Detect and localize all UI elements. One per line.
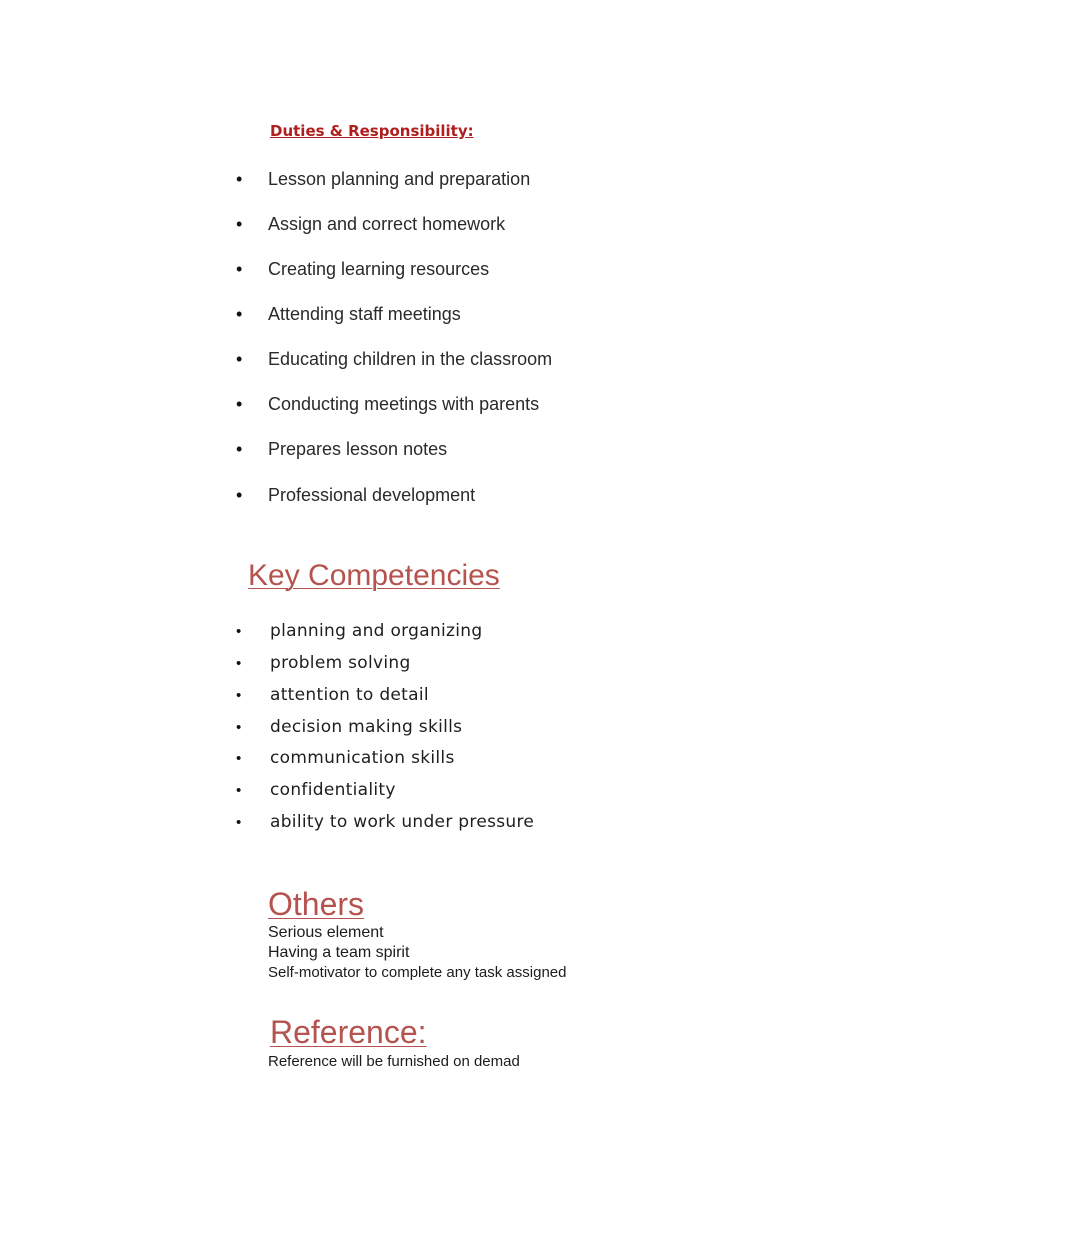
bullet-icon: • [236, 686, 242, 704]
reference-text: Reference will be furnished on demad [268, 1053, 520, 1070]
competency-item-text: communication skills [270, 748, 455, 768]
bullet-icon: • [236, 485, 243, 505]
duty-list-item [236, 482, 475, 508]
competency-item-text: ability to work under pressure [270, 812, 535, 832]
duty-item-text: Professional development [268, 484, 476, 505]
competency-item-text: planning and organizing [270, 621, 483, 641]
bullet-icon: • [236, 654, 242, 672]
duties-heading: Duties & Responsibility: [270, 122, 474, 140]
competency-list-item [236, 683, 429, 707]
duty-item-text: Educating children in the classroom [268, 348, 553, 369]
bullet-icon: • [236, 622, 242, 640]
others-heading: Others [268, 886, 365, 922]
duty-list-item [236, 256, 489, 282]
competency-item-text: problem solving [270, 653, 411, 673]
competency-item-text: confidentiality [270, 780, 396, 800]
duty-item-text: Assign and correct homework [268, 213, 506, 234]
others-line: Self-motivator to complete any task assigned [268, 964, 567, 981]
key-competencies-heading: Key Competencies [248, 559, 500, 592]
duty-item-text: Conducting meetings with parents [268, 393, 540, 414]
competency-list-item [236, 746, 455, 770]
duty-list-item [236, 166, 530, 192]
bullet-icon: • [236, 749, 242, 767]
reference-heading: Reference: [270, 1014, 427, 1050]
bullet-icon: • [236, 259, 243, 279]
duty-list-item [236, 391, 539, 417]
bullet-icon: • [236, 439, 243, 459]
bullet-icon: • [236, 394, 243, 414]
bullet-icon: • [236, 349, 243, 369]
duty-list-item [236, 436, 447, 462]
bullet-icon: • [236, 169, 243, 189]
others-line: Having a team spirit [268, 944, 410, 961]
duty-list-item [236, 346, 552, 372]
bullet-icon: • [236, 781, 242, 799]
duty-list-item [236, 301, 461, 327]
duty-list-item [236, 211, 505, 237]
duty-item-text: Prepares lesson notes [268, 438, 448, 459]
bullet-icon: • [236, 813, 242, 831]
others-line: Serious element [268, 924, 384, 941]
competency-list-item [236, 778, 396, 802]
duty-item-text: Lesson planning and preparation [268, 168, 531, 189]
competency-list-item [236, 715, 462, 739]
duty-item-text: Attending staff meetings [268, 303, 461, 324]
competency-item-text: attention to detail [270, 685, 429, 705]
competency-list-item [236, 810, 534, 834]
bullet-icon: • [236, 718, 242, 736]
bullet-icon: • [236, 304, 243, 324]
competency-list-item [236, 651, 411, 675]
competency-item-text: decision making skills [270, 717, 463, 737]
duty-item-text: Creating learning resources [268, 258, 490, 279]
competency-list-item [236, 619, 482, 643]
bullet-icon: • [236, 214, 243, 234]
